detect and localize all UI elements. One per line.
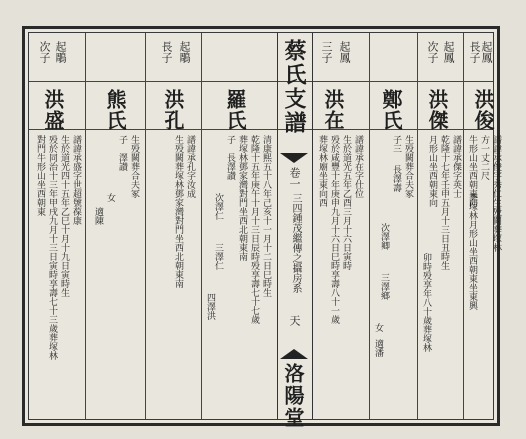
person-bio: 葬塚林廟坐東向西 bbox=[317, 135, 327, 207]
person-bio: 適陳 bbox=[93, 207, 103, 225]
heir-label: 起鵰 bbox=[54, 41, 67, 63]
person-bio: 子 bbox=[117, 135, 127, 144]
person-bio: 譜諱承在字仕位 bbox=[353, 135, 363, 198]
person-bio: 適潘 bbox=[373, 339, 383, 357]
col-divider bbox=[369, 33, 370, 419]
page-frame bbox=[22, 26, 501, 429]
person-bio: 澤讃 bbox=[117, 153, 127, 171]
center-spine bbox=[277, 33, 313, 429]
person-bio: 女 bbox=[105, 193, 115, 202]
person-bio: 葬塚林鄧家灣對門坐西北朝東南 bbox=[237, 135, 247, 261]
person-bio: 殁於同治十三年甲戌九月十三日寅時享壽七十三歲葬塚林 bbox=[47, 135, 57, 360]
person-bio: 卯時殁享年八十歲葬塚林 bbox=[421, 253, 431, 352]
header-rule bbox=[29, 81, 493, 82]
heir-label: 起鳳 bbox=[338, 41, 351, 63]
col-divider bbox=[417, 33, 418, 419]
person-bio: 次澤仁 bbox=[213, 193, 223, 220]
person-bio: 四澤洪 bbox=[205, 293, 215, 320]
branch-subtitle: 三四鍾茂繼傳之攝房系 bbox=[290, 193, 301, 293]
person-name: 洪盛 bbox=[41, 89, 65, 131]
person-bio: 生殁闕葬塚林鄧家灣對門坐西北朝東南 bbox=[173, 135, 183, 288]
person-bio: 長澤讃 bbox=[225, 153, 235, 180]
person-bio: 生於道光五年乙酉三月十六日寅時 bbox=[341, 135, 351, 270]
heir-label: 長子 bbox=[468, 41, 481, 63]
person-bio: 月形山坐西朝東向 bbox=[427, 135, 437, 207]
person-name: 洪傑 bbox=[425, 89, 449, 131]
person-bio: 對門牛形山坐西朝東 bbox=[35, 135, 45, 216]
person-name: 洪在 bbox=[321, 89, 345, 131]
person-bio: 葬塚林月形山坐西朝東坐東興 bbox=[467, 193, 477, 310]
person-bio: 生殁闕葬合夫冢 bbox=[403, 135, 413, 198]
person-bio: 女 bbox=[373, 323, 383, 332]
heir-label: 次子 bbox=[38, 41, 51, 63]
person-bio: 乾隆十七年壬申五月十三日丑時生 bbox=[439, 135, 449, 270]
col-divider bbox=[201, 33, 202, 419]
person-bio: 子 bbox=[225, 135, 235, 144]
hall-name: 洛陽堂 bbox=[281, 363, 305, 429]
heir-label: 長子 bbox=[160, 41, 173, 63]
person-name: 鄭氏 bbox=[379, 89, 403, 131]
person-bio: 生於道光四十五年乙巳十月十九日寅時生 bbox=[59, 135, 69, 297]
person-bio: 清康熙五十八年己亥十一月十二日巳時生 bbox=[261, 135, 271, 297]
volume-label: 卷一 bbox=[288, 167, 301, 189]
heir-label: 三子 bbox=[320, 41, 333, 63]
fish-tail-mark-top bbox=[280, 153, 308, 163]
person-bio: 三澤仁 bbox=[213, 243, 223, 270]
person-name: 洪俊 bbox=[471, 89, 495, 131]
person-bio: 三澤鄉 bbox=[379, 273, 389, 300]
book-title: 蔡氏支譜 bbox=[281, 39, 307, 135]
person-bio: 譜諱承俊字秀仁生殁闕葬塚林 bbox=[491, 135, 501, 252]
col-divider bbox=[145, 33, 146, 419]
heir-label: 起鳳 bbox=[442, 41, 455, 63]
col-divider bbox=[85, 33, 86, 419]
person-bio: 乾隆十五年庚午十月十三日辰時殁享壽七十七歲 bbox=[249, 135, 259, 324]
person-name: 熊氏 bbox=[103, 89, 127, 131]
person-bio: 生殁闕葬合夫冢 bbox=[129, 135, 139, 198]
person-bio: 譜諱承盛字世超號葆康 bbox=[71, 135, 81, 225]
person-bio: 長澤壽 bbox=[391, 165, 401, 192]
person-name: 羅氏 bbox=[223, 89, 247, 131]
fish-tail-mark-bottom bbox=[280, 349, 308, 359]
person-bio: 子三 bbox=[391, 135, 401, 153]
page-number: 天 bbox=[288, 315, 301, 326]
person-name: 洪孔 bbox=[161, 89, 185, 131]
person-bio: 次澤卿 bbox=[379, 223, 389, 250]
heir-label: 起鵰 bbox=[178, 41, 191, 63]
heir-label: 起鳳 bbox=[480, 41, 493, 63]
person-bio: 牛形山坐西朝東向 bbox=[467, 135, 477, 207]
person-bio: 譜諱承傑字英士 bbox=[451, 135, 461, 198]
person-bio: 殁於咸豐十年庚申九月十六日巳時享壽八十一歲 bbox=[329, 135, 339, 324]
heir-label: 次子 bbox=[426, 41, 439, 63]
inner-border bbox=[28, 32, 501, 429]
person-bio: 譜諱承孔字汝成 bbox=[185, 135, 195, 198]
col-divider bbox=[463, 33, 464, 419]
name-rule bbox=[29, 129, 493, 130]
person-bio: 方一丈二尺 bbox=[479, 135, 489, 180]
